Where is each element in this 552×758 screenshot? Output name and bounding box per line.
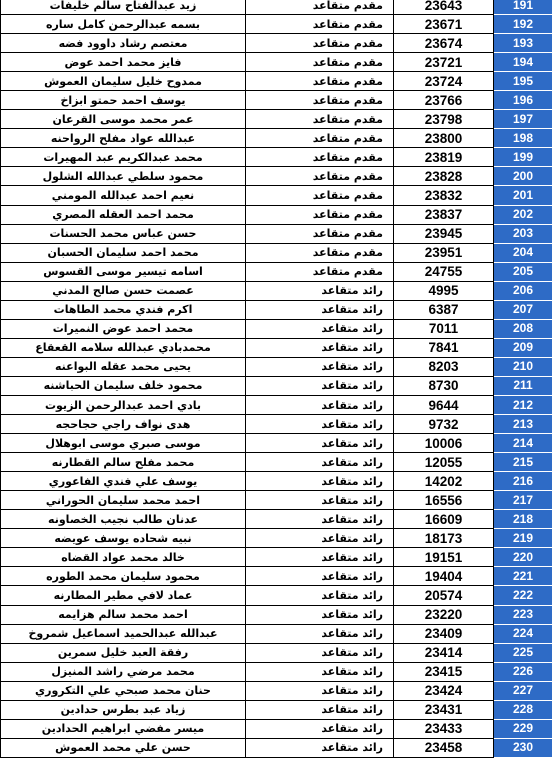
index-cell: 191 [494,0,552,15]
rank-cell: مقدم متقاعد [246,53,394,72]
rank-cell: رائد متقاعد [246,434,394,453]
rank-cell: رائد متقاعد [246,738,394,757]
rank-cell: رائد متقاعد [246,662,394,681]
name-cell: بسمه عبدالرحمن كامل ساره [1,15,246,34]
table-row [1,205,552,224]
name-cell: محمد مرضي راشد المنيزل [1,662,246,681]
index-cell: 220 [494,548,552,567]
number-cell: 23414 [394,643,494,662]
rank-cell: رائد متقاعد [246,529,394,548]
table-row [1,567,552,586]
rank-cell: مقدم متقاعد [246,72,394,91]
table-row [1,643,552,662]
rank-cell: رائد متقاعد [246,281,394,300]
name-cell: محمد احمد العقله المصري [1,205,246,224]
name-cell: عبدالله عواد مفلح الرواحنه [1,129,246,148]
rank-cell: رائد متقاعد [246,338,394,357]
rank-cell: مقدم متقاعد [246,262,394,281]
index-cell: 208 [494,319,552,338]
name-cell: محمدبادي عبدالله سلامه القعقاع [1,338,246,357]
rank-cell: رائد متقاعد [246,605,394,624]
number-cell: 23832 [394,186,494,205]
table-row [1,167,552,186]
table-row [1,662,552,681]
name-cell: معتصم رشاد داوود فضه [1,34,246,53]
number-cell: 23837 [394,205,494,224]
number-cell: 23433 [394,719,494,738]
rank-cell: مقدم متقاعد [246,186,394,205]
index-cell: 217 [494,491,552,510]
number-cell: 23643 [394,0,494,15]
rank-cell: رائد متقاعد [246,719,394,738]
table-row [1,72,552,91]
table-row [1,129,552,148]
rank-cell: مقدم متقاعد [246,129,394,148]
index-cell: 212 [494,395,552,414]
table-row [1,624,552,643]
index-cell: 218 [494,510,552,529]
number-cell: 23945 [394,224,494,243]
table-row [1,491,552,510]
rank-cell: رائد متقاعد [246,415,394,434]
name-cell: خالد محمد عواد القضاه [1,548,246,567]
index-cell: 194 [494,53,552,72]
table-row [1,719,552,738]
number-cell: 9732 [394,415,494,434]
rank-cell: مقدم متقاعد [246,224,394,243]
name-cell: نبيه شحاده يوسف عويضه [1,529,246,548]
number-cell: 23458 [394,738,494,757]
name-cell: حسن علي محمد العموش [1,738,246,757]
number-cell: 23671 [394,15,494,34]
name-cell: احمد محمد سليمان الحوراني [1,491,246,510]
table-row [1,110,552,129]
index-cell: 200 [494,167,552,186]
table-row [1,148,552,167]
name-cell: عبدالله عبدالحميد اسماعيل شمروخ [1,624,246,643]
number-cell: 19151 [394,548,494,567]
rank-cell: رائد متقاعد [246,453,394,472]
index-cell: 203 [494,224,552,243]
index-cell: 196 [494,91,552,110]
index-cell: 230 [494,738,552,757]
number-cell: 18173 [394,529,494,548]
rank-cell: مقدم متقاعد [246,15,394,34]
number-cell: 23800 [394,129,494,148]
index-cell: 210 [494,357,552,376]
table-row [1,681,552,700]
name-cell: يحيى محمد عقله البواعنه [1,357,246,376]
name-cell: محمد مفلح سالم القطارنه [1,453,246,472]
index-cell: 209 [494,338,552,357]
number-cell: 14202 [394,472,494,491]
number-cell: 23674 [394,34,494,53]
name-cell: عمر محمد موسى القرعان [1,110,246,129]
table-row [1,510,552,529]
index-cell: 221 [494,567,552,586]
rank-cell: رائد متقاعد [246,700,394,719]
table-row [1,15,552,34]
index-cell: 216 [494,472,552,491]
rank-cell: رائد متقاعد [246,357,394,376]
number-cell: 6387 [394,300,494,319]
rank-cell: مقدم متقاعد [246,167,394,186]
table-row [1,434,552,453]
name-cell: اسامه تيسير موسى القسوس [1,262,246,281]
table-row [1,605,552,624]
number-cell: 23424 [394,681,494,700]
name-cell: محمد احمد سليمان الحسبان [1,243,246,262]
table-row [1,224,552,243]
name-cell: يوسف احمد حمتو ابزاخ [1,91,246,110]
rank-cell: رائد متقاعد [246,586,394,605]
index-cell: 215 [494,453,552,472]
name-cell: نعيم احمد عبدالله المومني [1,186,246,205]
table-row [1,243,552,262]
number-cell: 23951 [394,243,494,262]
rank-cell: رائد متقاعد [246,567,394,586]
index-cell: 219 [494,529,552,548]
index-cell: 207 [494,300,552,319]
number-cell: 23415 [394,662,494,681]
rank-cell: مقدم متقاعد [246,91,394,110]
rank-cell: مقدم متقاعد [246,0,394,15]
table-row [1,338,552,357]
index-cell: 205 [494,262,552,281]
number-cell: 23431 [394,700,494,719]
name-cell: احمد محمد سالم هزايمه [1,605,246,624]
table-row [1,453,552,472]
name-cell: محمد عبدالكريم عبد المهيرات [1,148,246,167]
index-cell: 227 [494,681,552,700]
index-cell: 192 [494,15,552,34]
number-cell: 7841 [394,338,494,357]
table-row [1,395,552,414]
index-cell: 204 [494,243,552,262]
index-cell: 222 [494,586,552,605]
number-cell: 24755 [394,262,494,281]
retirees-table-body [1,0,552,757]
name-cell: هدى نواف راجي حجاحجه [1,415,246,434]
index-cell: 198 [494,129,552,148]
name-cell: اكرم فندي محمد الطاهات [1,300,246,319]
number-cell: 23798 [394,110,494,129]
number-cell: 23409 [394,624,494,643]
table-row [1,262,552,281]
name-cell: محمود سلطي عبدالله الشلول [1,167,246,186]
number-cell: 23724 [394,72,494,91]
number-cell: 9644 [394,395,494,414]
rank-cell: رائد متقاعد [246,548,394,567]
rank-cell: رائد متقاعد [246,624,394,643]
index-cell: 201 [494,186,552,205]
index-cell: 211 [494,376,552,395]
index-cell: 202 [494,205,552,224]
table-row [1,34,552,53]
table-row [1,281,552,300]
number-cell: 23828 [394,167,494,186]
table-row [1,738,552,757]
table-row [1,357,552,376]
number-cell: 23766 [394,91,494,110]
rank-cell: رائد متقاعد [246,643,394,662]
name-cell: زياد عبد بطرس حدادين [1,700,246,719]
table-row [1,415,552,434]
rank-cell: رائد متقاعد [246,472,394,491]
index-cell: 224 [494,624,552,643]
index-cell: 228 [494,700,552,719]
table-row [1,300,552,319]
number-cell: 12055 [394,453,494,472]
name-cell: بادي احمد عبدالرحمن الزيوت [1,395,246,414]
index-cell: 229 [494,719,552,738]
rank-cell: رائد متقاعد [246,510,394,529]
table-row [1,376,552,395]
index-cell: 206 [494,281,552,300]
number-cell: 4995 [394,281,494,300]
name-cell: ممدوح خليل سليمان العموش [1,72,246,91]
rank-cell: مقدم متقاعد [246,205,394,224]
table-row [1,529,552,548]
index-cell: 226 [494,662,552,681]
index-cell: 214 [494,434,552,453]
rank-cell: رائد متقاعد [246,376,394,395]
name-cell: حسن عباس محمد الحسنات [1,224,246,243]
number-cell: 10006 [394,434,494,453]
name-cell: محمود خلف سليمان الحباشنه [1,376,246,395]
name-cell: عصمت حسن صالح المدني [1,281,246,300]
number-cell: 23819 [394,148,494,167]
table-row [1,586,552,605]
number-cell: 20574 [394,586,494,605]
number-cell: 23721 [394,53,494,72]
rank-cell: رائد متقاعد [246,681,394,700]
table-row [1,472,552,491]
name-cell: عماد لافي مطير المطارنه [1,586,246,605]
name-cell: يوسف علي فندي الفاعوري [1,472,246,491]
rank-cell: رائد متقاعد [246,491,394,510]
index-cell: 193 [494,34,552,53]
table-row [1,186,552,205]
number-cell: 7011 [394,319,494,338]
name-cell: فايز محمد احمد عوض [1,53,246,72]
index-cell: 225 [494,643,552,662]
number-cell: 16556 [394,491,494,510]
name-cell: موسى صبري موسى ابوهلال [1,434,246,453]
table-row [1,0,552,15]
table-row [1,53,552,72]
number-cell: 23220 [394,605,494,624]
name-cell: زيد عبدالفتاح سالم خليفات [1,0,246,15]
index-cell: 213 [494,415,552,434]
number-cell: 8203 [394,357,494,376]
table-row [1,319,552,338]
index-cell: 199 [494,148,552,167]
number-cell: 19404 [394,567,494,586]
name-cell: حنان محمد صبحي علي التكروري [1,681,246,700]
name-cell: ميسر مفضي ابراهيم الحدادين [1,719,246,738]
name-cell: عدنان طالب نجيب الخصاونه [1,510,246,529]
index-cell: 223 [494,605,552,624]
rank-cell: رائد متقاعد [246,300,394,319]
number-cell: 8730 [394,376,494,395]
rank-cell: رائد متقاعد [246,319,394,338]
rank-cell: مقدم متقاعد [246,110,394,129]
name-cell: رفقة العبد خليل سمرين [1,643,246,662]
name-cell: محمود سليمان محمد الطوره [1,567,246,586]
table-row [1,548,552,567]
name-cell: محمد احمد عوض النميرات [1,319,246,338]
index-cell: 197 [494,110,552,129]
number-cell: 16609 [394,510,494,529]
rank-cell: مقدم متقاعد [246,148,394,167]
rank-cell: مقدم متقاعد [246,243,394,262]
table-row [1,700,552,719]
rank-cell: رائد متقاعد [246,395,394,414]
rank-cell: مقدم متقاعد [246,34,394,53]
index-cell: 195 [494,72,552,91]
table-row [1,91,552,110]
